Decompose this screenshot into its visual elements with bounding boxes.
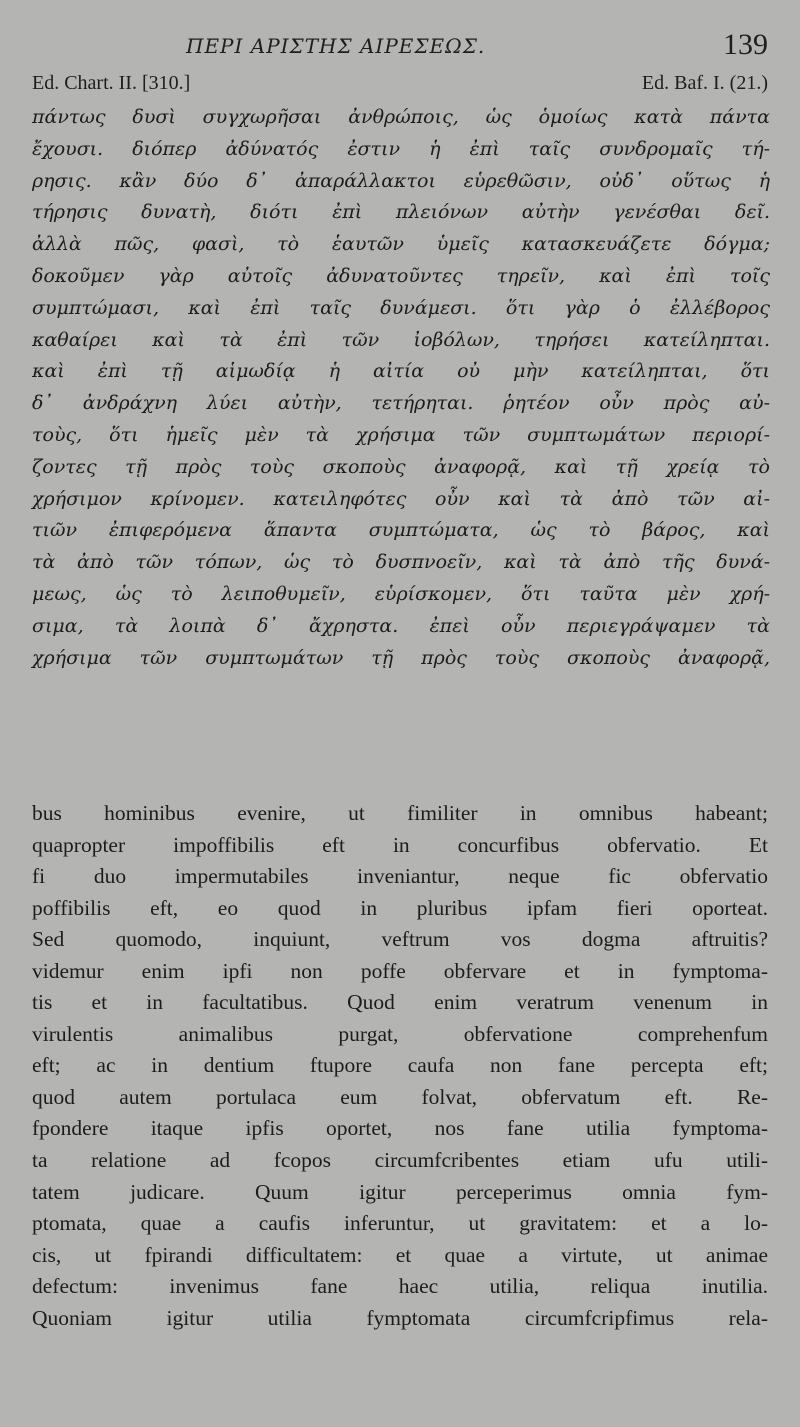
latin-line: quod autem portulaca eum folvat, obfervatum eft. Re-: [32, 1084, 768, 1109]
latin-line: virulentis animalibus purgat, obfervatione comprehenfum: [32, 1021, 768, 1046]
greek-line: χρήσιμα τῶν συμπτωμάτων τῇ πρὸς τοὺς σκοποὺς ἀναφορᾷ,: [32, 646, 770, 669]
edition-basel-ref: Ed. Baf. I. (21.): [641, 72, 768, 94]
greek-line: χρήσιμον κρίνομεν. κατειληφότες οὖν καὶ τὰ ἀπὸ τῶν αἰ-: [32, 487, 770, 510]
greek-line: τιῶν ἐπιφερόμενα ἅπαντα συμπτώματα, ὡς τὸ βάρος, καὶ: [32, 519, 770, 542]
latin-line: tis et in facultatibus. Quod enim veratrum venenum in: [32, 990, 768, 1015]
greek-line: τοὺς, ὅτι ἡμεῖς μὲν τὰ χρήσιμα τῶν συμπτωμάτων περιορί-: [32, 423, 770, 446]
latin-line: quapropter impoffibilis eft in concurfibus obfervatio. Et: [32, 832, 768, 857]
page-number: 139: [723, 28, 768, 61]
latin-line: Sed quomodo, inquiunt, veftrum vos dogma aftruitis?: [32, 927, 768, 952]
latin-line: ta relatione ad fcopos circumfcribentes etiam ufu utili-: [32, 1148, 768, 1173]
greek-line: τήρησις δυνατὴ, διότι ἐπὶ πλειόνων αὐτὴν γενέσθαι δεῖ.: [32, 201, 770, 224]
greek-line: καὶ ἐπὶ τῇ αἱμωδίᾳ ἡ αἰτία οὐ μὴν κατείληπται, ὅτι: [32, 360, 770, 383]
latin-line: defectum: invenimus fane haec utilia, reliqua inutilia.: [32, 1274, 768, 1299]
greek-line: δ᾽ ἀνδράχνη λύει αὐτὴν, τετήρηται. ῥητέον οὖν πρὸς αὐ-: [32, 392, 770, 415]
greek-line: δοκοῦμεν γὰρ αὐτοῖς ἀδυνατοῦντες τηρεῖν, καὶ ἐπὶ τοῖς: [32, 264, 770, 287]
greek-line: καθαίρει καὶ τὰ ἐπὶ τῶν ἰοβόλων, τηρήσει κατείληπται.: [32, 328, 770, 351]
greek-text-block: [32, 102, 770, 674]
greek-line: σιμα, τὰ λοιπὰ δ᾽ ἄχρηστα. ἐπεὶ οὖν περιεγράψαμεν τὰ: [32, 614, 770, 637]
latin-translation-block: [32, 798, 768, 1334]
running-head: [0, 26, 800, 66]
greek-line: πάντως δυσὶ συγχωρῆσαι ἀνθρώποις, ὡς ὁμοίως κατὰ πάντα: [32, 106, 770, 128]
latin-line: ptomata, quae a caufis inferuntur, ut gravitatem: et a lo-: [32, 1211, 768, 1236]
latin-line: cis, ut fpirandi difficultatem: et quae a virtute, ut animae: [32, 1242, 768, 1267]
latin-line: bus hominibus evenire, ut fimiliter in omnibus habeant;: [32, 801, 768, 825]
latin-line: eft; ac in dentium ftupore caufa non fane percepta eft;: [32, 1053, 768, 1078]
edition-chartier-ref: Ed. Chart. II. [310.]: [32, 72, 191, 94]
greek-line: ρησις. κἂν δύο δ᾽ ἀπαράλλακτοι εὑρεθῶσιν, οὐδ᾽ οὕτως ἡ: [32, 169, 770, 192]
greek-line: ἔχουσι. διόπερ ἀδύνατός ἐστιν ἡ ἐπὶ ταῖς συνδρομαῖς τή-: [32, 137, 770, 160]
latin-line: videmur enim ipfi non poffe obfervare et in fymptoma-: [32, 958, 768, 983]
greek-line: τὰ ἀπὸ τῶν τόπων, ὡς τὸ δυσπνοεῖν, καὶ τὰ ἀπὸ τῆς δυνά-: [32, 551, 770, 574]
greek-line: μεως, ὡς τὸ λειποθυμεῖν, εὑρίσκομεν, ὅτι ταῦτα μὲν χρή-: [32, 582, 770, 605]
greek-line: ἀλλὰ πῶς, φασὶ, τὸ ἑαυτῶν ὑμεῖς κατασκευάζετε δόγμα;: [32, 233, 770, 256]
latin-line: tatem judicare. Quum igitur perceperimus omnia fym-: [32, 1179, 768, 1204]
latin-line: poffibilis eft, eo quod in pluribus ipfam fieri oporteat.: [32, 895, 768, 920]
latin-line: Quoniam igitur utilia fymptomata circumfcripfimus rela-: [32, 1305, 768, 1330]
edition-references: [32, 72, 768, 98]
greek-line: ζοντες τῇ πρὸς τοὺς σκοποὺς ἀναφορᾷ, καὶ τῇ χρείᾳ τὸ: [32, 455, 770, 478]
latin-line: fpondere itaque ipfis oportet, nos fane utilia fymptoma-: [32, 1116, 768, 1141]
greek-line: συμπτώμασι, καὶ ἐπὶ ταῖς δυνάμεσι. ὅτι γὰρ ὁ ἐλλέβορος: [32, 296, 770, 319]
latin-line: fi duo impermutabiles inveniantur, neque fic obfervatio: [32, 864, 768, 889]
running-title: ΠΕΡΙ ΑΡΙΣΤΗΣ ΑΙΡΕΣΕΩΣ.: [186, 34, 486, 58]
